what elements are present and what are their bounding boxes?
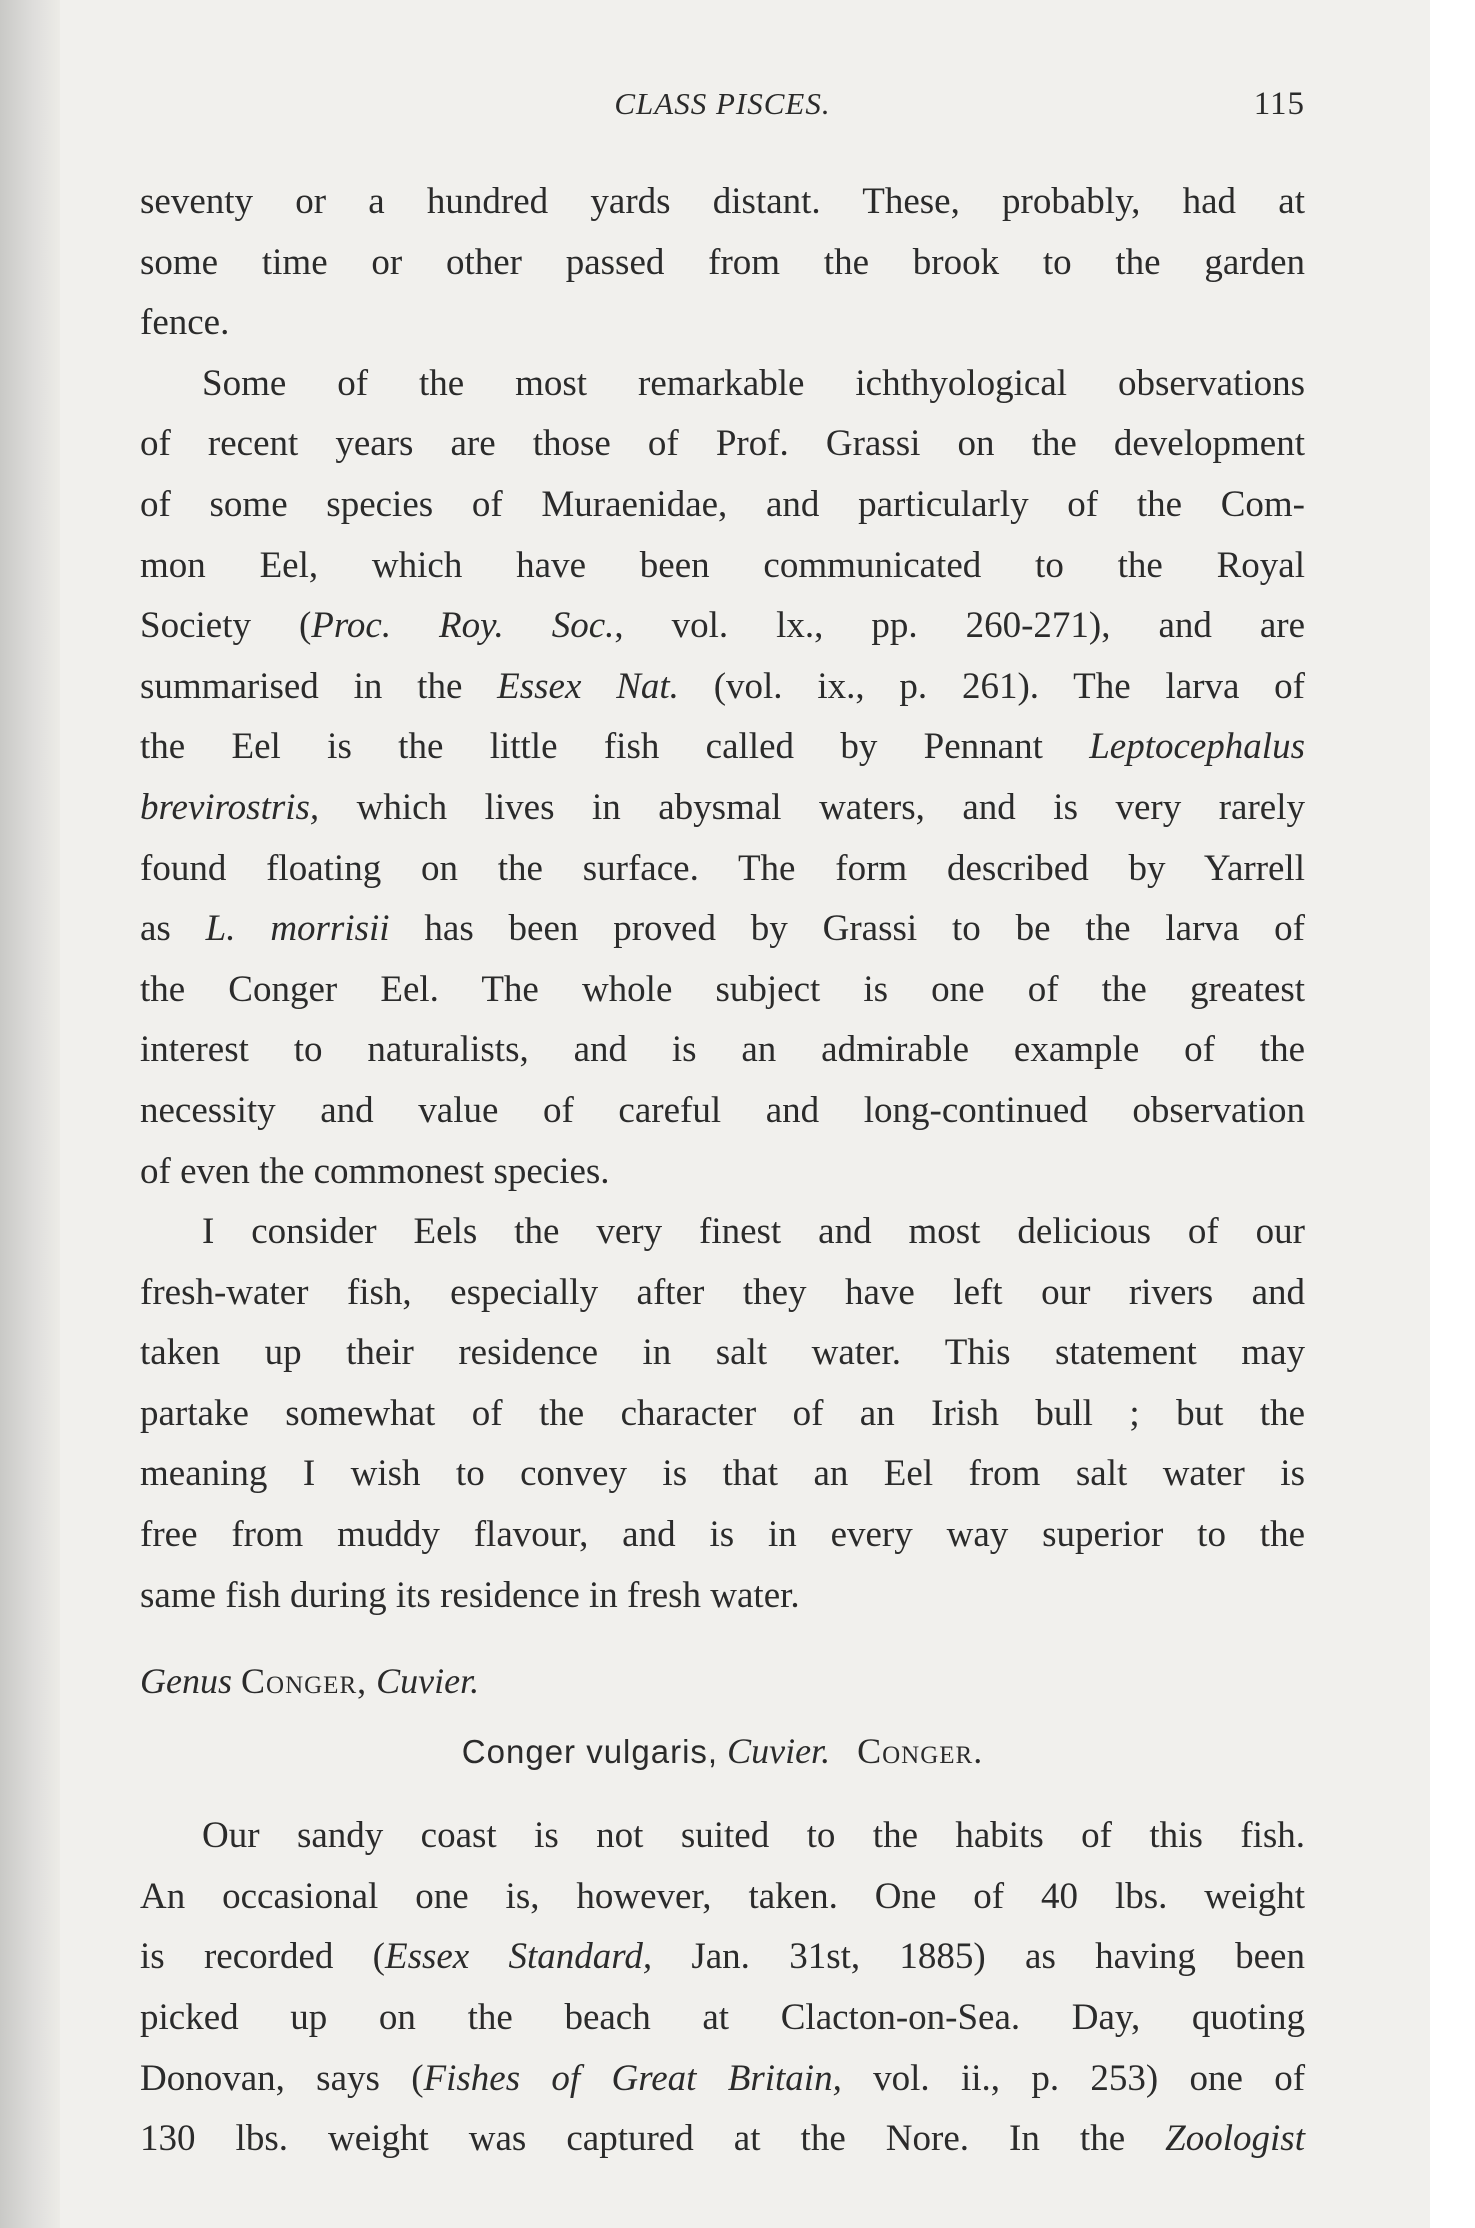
text-line: An occasional one is, however, taken. One of 40 lbs. weight [140,1875,1305,1917]
citation-italic: Fishes of Great Britain, [423,2057,842,2099]
text-line: interest to naturalists, and is an admirable example of the [140,1029,1305,1071]
taxon-italic: brevirostris, [140,786,320,828]
text-line: fence. [140,302,230,344]
page-edge [1430,0,1475,2228]
text-span: I consider Eels the very finest and most delicious of our [202,1211,1305,1253]
section-gap [140,1626,1305,1646]
text-line: of some species of Muraenidae, and particularly of the Com- [140,483,1305,525]
citation-italic: Essex Standard, [384,1936,653,1978]
page-number: 115 [1253,86,1305,122]
text-span: summarised in the [140,665,498,707]
text-line: same fish during its residence in fresh water. [140,1574,800,1616]
genus-label: Genus [140,1661,232,1702]
text-span: Our sandy coast is not suited to the habits of this fish. [202,1815,1305,1857]
running-head [140,82,1305,132]
text-line: taken up their residence in salt water. This statement may [140,1332,1305,1374]
citation-italic: Zoologist [1165,2118,1305,2160]
text-line: picked up on the beach at Clacton-on-Sea. Day, quoting [140,1997,1305,2039]
text-span: Donovan, says ( [140,2057,424,2099]
text-line: seventy or a hundred yards distant. These, probably, had at [140,181,1305,222]
text-line: found floating on the surface. The form described by Yarrell [140,847,1305,889]
genus-author: Cuvier. [376,1661,480,1702]
running-head-title: CLASS PISCES. [614,86,831,121]
text-line [140,1927,1305,1988]
paragraph-4 [140,1806,1305,2170]
citation-italic: Essex Nat. [497,665,679,707]
text-span: (vol. ix., p. 261). The larva of [678,665,1305,707]
taxon-italic: Leptocephalus [1089,726,1305,768]
text-line: of recent years are those of Prof. Grassi on the development [140,423,1305,465]
text-line [140,1202,1305,1263]
body-text [140,172,1305,2170]
taxon-italic: L. morrisii [205,908,390,950]
text-line [140,2049,1305,2110]
text-line [140,778,1305,839]
paragraph-3 [140,1202,1305,1626]
text-line [140,354,1305,415]
text-line: mon Eel, which have been communicated to the Royal [140,544,1305,586]
text-span: which lives in abysmal waters, and is very rarely [319,786,1305,828]
text-line: necessity and value of careful and long-continued observation [140,1089,1305,1131]
gutter-shadow [0,0,60,2228]
species-common-name: Conger. [857,1731,984,1772]
genus-name: Conger, [241,1661,368,1702]
species-author: Cuvier. [727,1731,831,1772]
text-span: is recorded ( [140,1936,385,1978]
text-span: Jan. 31st, 1885) as having been [652,1936,1305,1978]
text-span: 130 lbs. weight was captured at the Nore. In the [140,2118,1166,2160]
text-line: the Conger Eel. The whole subject is one of the greatest [140,968,1305,1010]
text-line [140,717,1305,778]
text-line [140,596,1305,657]
species-name: Conger vulgaris, [461,1733,719,1771]
text-span: as [140,908,206,950]
text-span: has been proved by Grassi to be the larva of [389,908,1305,950]
text-span: Some of the most remarkable ichthyological observations [202,362,1305,404]
text-span: Society ( [140,605,312,647]
text-line: partake somewhat of the character of an Irish bull ; but the [140,1392,1305,1434]
text-line: some time or other passed from the brook to the garden [140,241,1305,283]
genus-heading [140,1646,1305,1716]
text-line: fresh-water fish, especially after they have left our rivers and [140,1271,1305,1313]
species-heading [140,1716,1305,1786]
text-span: vol. ii., p. 253) one of [841,2057,1306,2099]
paragraph-1 [140,172,1305,354]
text-line [140,899,1305,960]
citation-italic: Proc. Roy. Soc. [311,605,615,647]
text-line [140,2109,1305,2170]
text-line [140,657,1305,718]
text-line: of even the commonest species. [140,1150,610,1192]
text-line: meaning I wish to convey is that an Eel from salt water is [140,1453,1305,1495]
section-gap [140,1786,1305,1806]
text-line: free from muddy flavour, and is in every way superior to the [140,1514,1305,1556]
text-span: , vol. lx., pp. 260-271), and are [614,605,1305,647]
paragraph-2 [140,354,1305,1202]
text-span: the Eel is the little fish called by Pennant [140,726,1090,768]
text-line [140,1806,1305,1867]
